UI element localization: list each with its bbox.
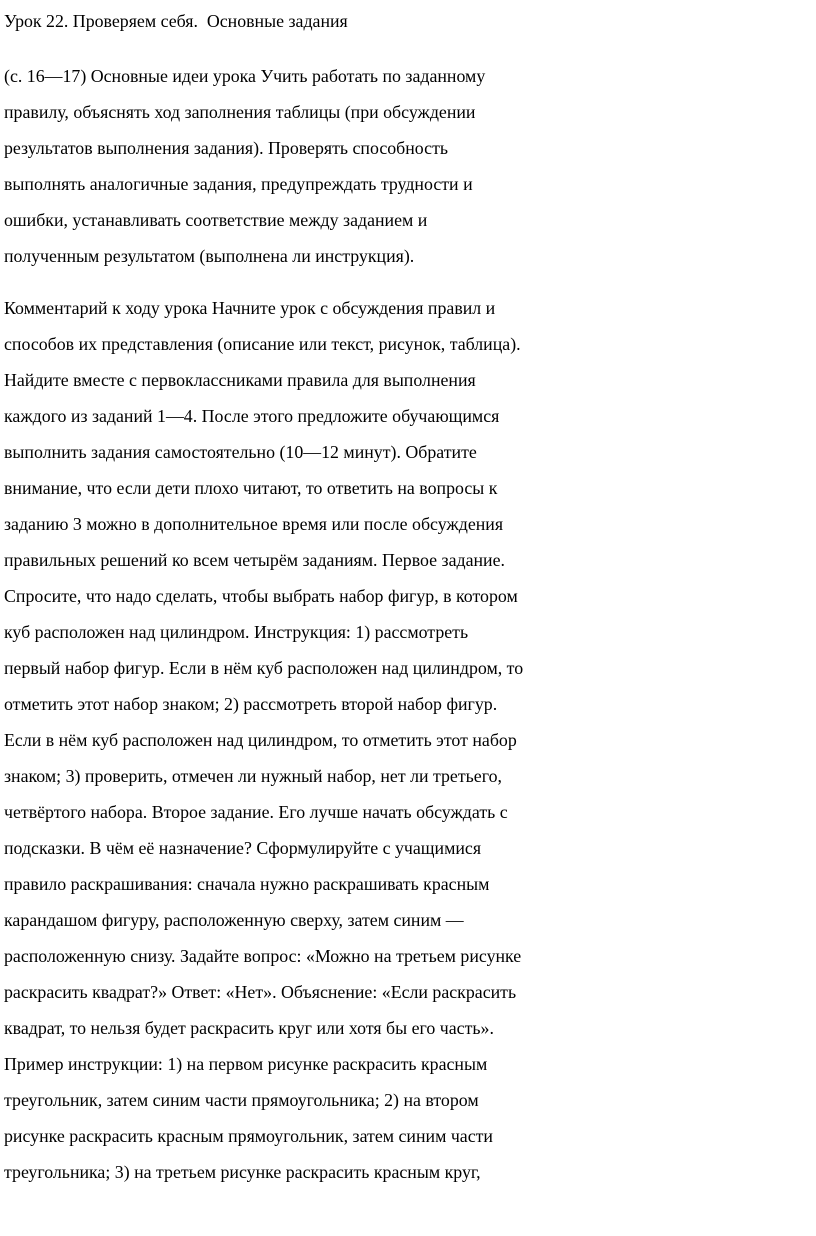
- text-line: способов их представления (описание или текст, рисунок, таблица).: [4, 334, 521, 354]
- text-line: четвёртого набора. Второе задание. Его лучше начать обсуждать с: [4, 802, 508, 822]
- text-line: карандашом фигуру, расположенную сверху, затем синим —: [4, 910, 464, 930]
- text-line: раскрасить квадрат?» Ответ: «Нет». Объяснение: «Если раскрасить: [4, 982, 517, 1002]
- text-line: полученным результатом (выполнена ли инструкция).: [4, 246, 415, 266]
- text-line: правилу, объяснять ход заполнения таблицы (при обсуждении: [4, 102, 476, 122]
- text-line: ошибки, устанавливать соответствие между заданием и: [4, 210, 428, 230]
- text-line: (с. 16—17) Основные идеи урока Учить работать по заданному: [4, 66, 486, 86]
- text-line: отметить этот набор знаком; 2) рассмотреть второй набор фигур.: [4, 694, 498, 714]
- text-line: треугольник, затем синим части прямоугольника; 2) на втором: [4, 1090, 479, 1110]
- text-line: расположенную снизу. Задайте вопрос: «Можно на третьем рисунке: [4, 946, 522, 966]
- text-line: первый набор фигур. Если в нём куб расположен над цилиндром, то: [4, 658, 524, 678]
- text-line: рисунке раскрасить красным прямоугольник, затем синим части: [4, 1126, 493, 1146]
- text-line: Спросите, что надо сделать, чтобы выбрать набор фигур, в котором: [4, 586, 518, 606]
- text-line: внимание, что если дети плохо читают, то ответить на вопросы к: [4, 478, 498, 498]
- text-line: знаком; 3) проверить, отмечен ли нужный набор, нет ли третьего,: [4, 766, 502, 786]
- text-line: выполнить задания самостоятельно (10—12 минут). Обратите: [4, 442, 477, 462]
- text-line: Пример инструкции: 1) на первом рисунке раскрасить красным: [4, 1054, 488, 1074]
- text-line: выполнять аналогичные задания, предупреждать трудности и: [4, 174, 473, 194]
- text-line: треугольника; 3) на третьем рисунке раскрасить красным круг,: [4, 1162, 481, 1182]
- text-line: Если в нём куб расположен над цилиндром, то отметить этот набор: [4, 730, 517, 750]
- text-line: правильных решений ко всем четырём заданиям. Первое задание.: [4, 550, 505, 570]
- text-line: подсказки. В чём её назначение? Сформулируйте с учащимися: [4, 838, 482, 858]
- text-line: Найдите вместе с первоклассниками правила для выполнения: [4, 370, 476, 390]
- text-line: Комментарий к ходу урока Начните урок с обсуждения правил и: [4, 298, 496, 318]
- lesson-ideas-paragraph: [4, 58, 816, 274]
- text-line: куб расположен над цилиндром. Инструкция: 1) рассмотреть: [4, 622, 469, 642]
- lesson-commentary-paragraph: [4, 290, 816, 1190]
- page-title: Урок 22. Проверяем себя. Основные задания: [4, 11, 348, 31]
- text-line: результатов выполнения задания). Проверять способность: [4, 138, 449, 158]
- text-line: каждого из заданий 1—4. После этого предложите обучающимся: [4, 406, 500, 426]
- text-line: правило раскрашивания: сначала нужно раскрашивать красным: [4, 874, 490, 894]
- text-line: квадрат, то нельзя будет раскрасить круг или хотя бы его часть».: [4, 1018, 494, 1038]
- text-line: заданию 3 можно в дополнительное время или после обсуждения: [4, 514, 504, 534]
